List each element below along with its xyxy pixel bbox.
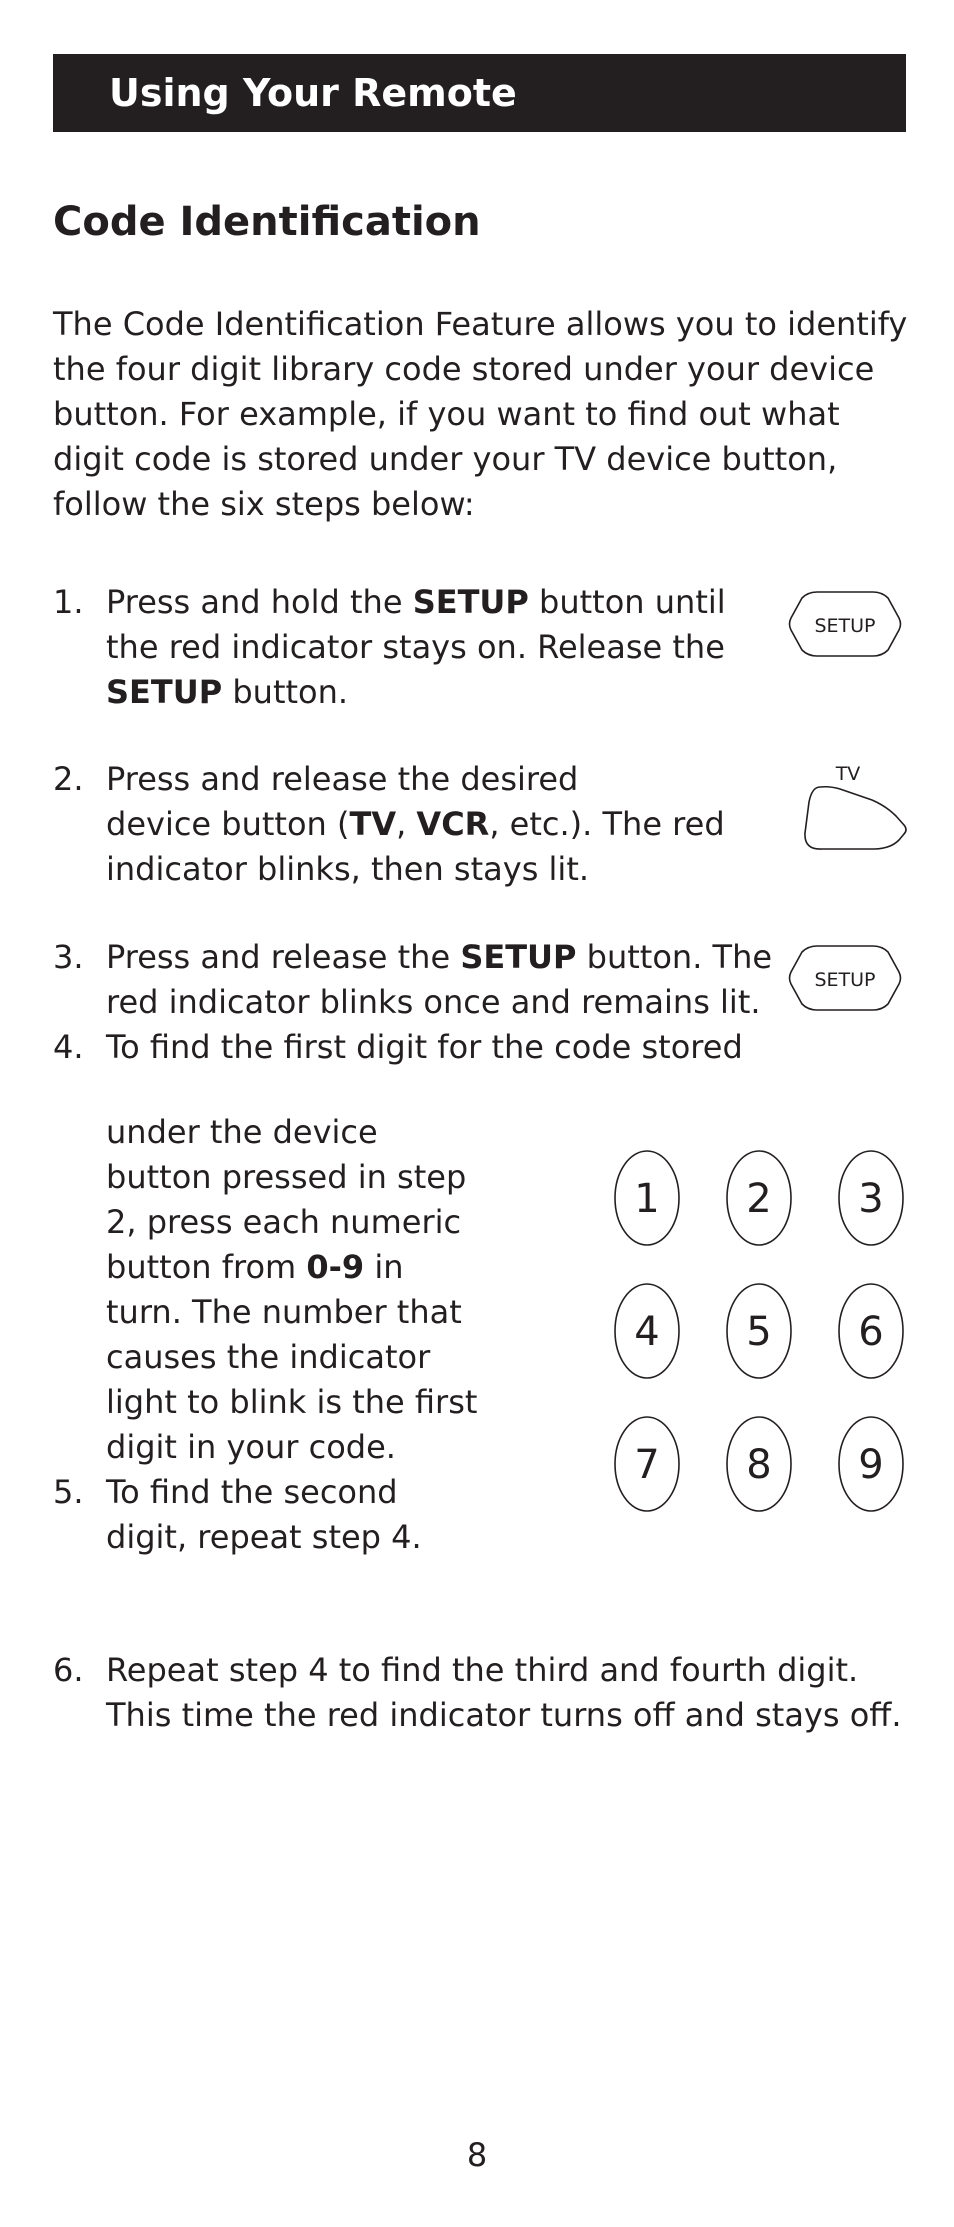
step-text xyxy=(106,580,726,715)
text: in xyxy=(364,1248,404,1286)
step-number: 3. xyxy=(53,938,84,976)
text: button until xyxy=(528,583,726,621)
step-number: 1. xyxy=(53,583,84,621)
text: indicator blinks, then stays lit. xyxy=(106,850,590,888)
keypad-key-7 xyxy=(615,1417,679,1511)
keypad-key-8 xyxy=(727,1417,791,1511)
text: causes the indicator xyxy=(106,1338,431,1376)
text: , xyxy=(396,805,417,843)
text: To find the first digit for the code stored xyxy=(106,1028,743,1066)
keypad-key-2 xyxy=(727,1151,791,1245)
step-text xyxy=(106,935,772,1025)
text: light to blink is the first xyxy=(106,1383,478,1421)
step-number: 2. xyxy=(53,760,84,798)
setup-button-label: SETUP xyxy=(814,969,876,991)
keypad-key-label: 9 xyxy=(858,1442,884,1488)
text: 2, press each numeric xyxy=(106,1203,462,1241)
bold-text: VCR xyxy=(416,805,490,843)
text: turn. The number that xyxy=(106,1293,462,1331)
keypad-key-6 xyxy=(839,1284,903,1378)
keypad-key-label: 7 xyxy=(634,1442,660,1488)
keypad-key-5 xyxy=(727,1284,791,1378)
text: under the device xyxy=(106,1113,378,1151)
keypad-key-label: 6 xyxy=(858,1309,884,1355)
text: red indicator blinks once and remains lit. xyxy=(106,983,761,1021)
step-number: 4. xyxy=(53,1028,84,1066)
bold-text: SETUP xyxy=(412,583,529,621)
page-number: 8 xyxy=(466,2136,488,2174)
keypad-key-1 xyxy=(615,1151,679,1245)
text: button. The xyxy=(576,938,773,976)
keypad-key-4 xyxy=(615,1284,679,1378)
step-text xyxy=(106,757,725,892)
bold-text: SETUP xyxy=(106,673,223,711)
keypad-key-9 xyxy=(839,1417,903,1511)
keypad-key-label: 8 xyxy=(746,1442,772,1488)
text: Repeat step 4 to find the third and fourth digit. xyxy=(106,1651,859,1689)
keypad-key-label: 4 xyxy=(634,1309,660,1355)
text: digit in your code. xyxy=(106,1428,396,1466)
tv-button-icon xyxy=(800,758,910,854)
text: button from xyxy=(106,1248,307,1286)
text: the red indicator stays on. Release the xyxy=(106,628,725,666)
text: button pressed in step xyxy=(106,1158,467,1196)
header-bar xyxy=(53,54,906,132)
bold-text: 0-9 xyxy=(306,1248,365,1286)
keypad-key-label: 2 xyxy=(746,1176,772,1222)
setup-button-label: SETUP xyxy=(814,615,876,637)
text: Press and hold the xyxy=(106,583,413,621)
intro-paragraph xyxy=(53,302,913,527)
text: Press and release the desired xyxy=(106,760,579,798)
step-number: 5. xyxy=(53,1473,84,1511)
text: To find the second xyxy=(106,1473,398,1511)
text: device button ( xyxy=(106,805,350,843)
text: Press and release the xyxy=(106,938,461,976)
step-text xyxy=(106,1648,902,1738)
keypad-key-label: 1 xyxy=(634,1176,660,1222)
step-number: 6. xyxy=(53,1651,84,1689)
keypad-key-3 xyxy=(839,1151,903,1245)
setup-button-icon xyxy=(785,942,905,1014)
bold-text: TV xyxy=(349,805,397,843)
numeric-keypad-icon xyxy=(605,1140,915,1520)
section-title: Code Identification xyxy=(53,199,481,245)
setup-button-icon xyxy=(785,588,905,660)
text: button. xyxy=(222,673,349,711)
text: digit, repeat step 4. xyxy=(106,1518,422,1556)
bold-text: SETUP xyxy=(460,938,577,976)
intro-line: The Code Identification Feature allows you to identify xyxy=(53,305,908,343)
step-text xyxy=(106,1470,422,1560)
keypad-key-label: 5 xyxy=(746,1309,772,1355)
intro-line: button. For example, if you want to find out what xyxy=(53,395,840,433)
tv-button-label: TV xyxy=(835,763,861,785)
text: This time the red indicator turns off and stays off. xyxy=(106,1696,902,1734)
intro-line: digit code is stored under your TV device button, xyxy=(53,440,838,478)
tv-button-outline xyxy=(805,787,906,849)
header-title: Using Your Remote xyxy=(109,71,517,115)
text: , etc.). The red xyxy=(489,805,725,843)
keypad-key-label: 3 xyxy=(858,1176,884,1222)
intro-line: follow the six steps below: xyxy=(53,485,475,523)
intro-line: the four digit library code stored under your device xyxy=(53,350,875,388)
